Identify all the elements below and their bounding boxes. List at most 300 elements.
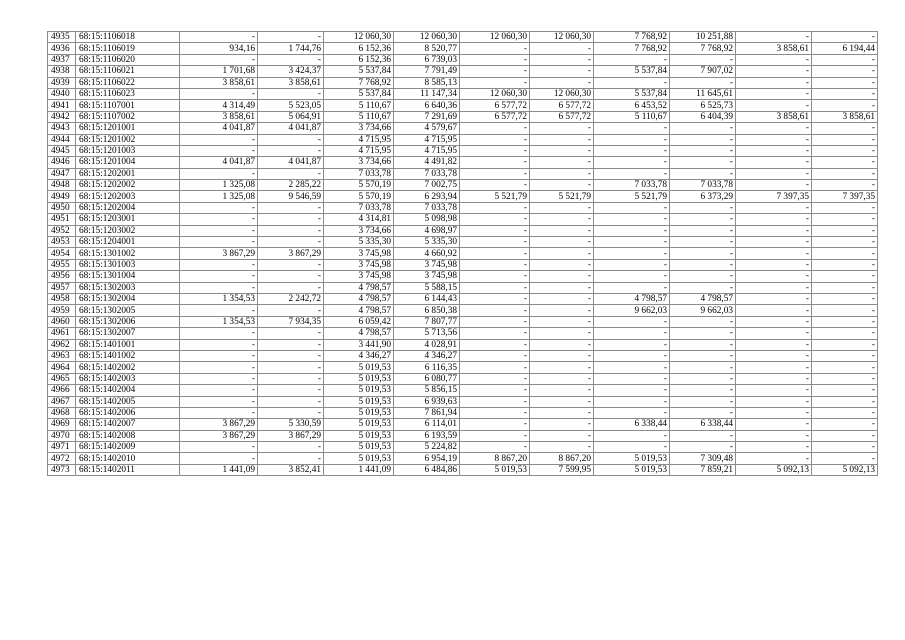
row-number-cell: 4956 (48, 271, 76, 282)
data-table (47, 31, 878, 476)
value-col-1-cell: 3 867,29 (180, 248, 258, 259)
value-col-8-cell: - (670, 271, 736, 282)
value-col-6-cell: - (530, 123, 594, 134)
value-col-10-cell: - (812, 225, 878, 236)
value-col-4-cell: 6 850,38 (394, 305, 460, 316)
value-col-7-cell: - (594, 362, 670, 373)
value-col-9-cell: - (736, 123, 812, 134)
value-col-2-cell: - (258, 407, 324, 418)
value-col-5-cell: - (460, 237, 530, 248)
value-col-8-cell: 6 404,39 (670, 111, 736, 122)
value-col-10-cell: - (812, 316, 878, 327)
value-col-8-cell: - (670, 202, 736, 213)
table-row (48, 225, 878, 236)
value-col-5-cell: - (460, 430, 530, 441)
value-col-4-cell: 6 193,59 (394, 430, 460, 441)
value-col-3-cell: 5 019,53 (324, 385, 394, 396)
value-col-10-cell: - (812, 202, 878, 213)
value-col-7-cell: - (594, 328, 670, 339)
value-col-2-cell: - (258, 271, 324, 282)
value-col-5-cell: 5 521,79 (460, 191, 530, 202)
value-col-6-cell: - (530, 271, 594, 282)
value-col-8-cell: - (670, 362, 736, 373)
value-col-5-cell: - (460, 123, 530, 134)
cadastral-code-cell: 68:15:1106019 (76, 43, 180, 54)
value-col-3-cell: 4 346,27 (324, 350, 394, 361)
table-row (48, 145, 878, 156)
table-row (48, 453, 878, 464)
value-col-5-cell: - (460, 168, 530, 179)
cadastral-code-cell: 68:15:1302006 (76, 316, 180, 327)
row-number-cell: 4970 (48, 430, 76, 441)
value-col-2-cell: - (258, 350, 324, 361)
value-col-5-cell: 12 060,30 (460, 32, 530, 43)
cadastral-code-cell: 68:15:1302004 (76, 293, 180, 304)
table-row (48, 396, 878, 407)
row-number-cell: 4941 (48, 100, 76, 111)
value-col-6-cell: - (530, 77, 594, 88)
table-row (48, 123, 878, 134)
value-col-2-cell: - (258, 282, 324, 293)
value-col-9-cell: - (736, 202, 812, 213)
value-col-1-cell: - (180, 373, 258, 384)
table-row (48, 373, 878, 384)
table-row (48, 259, 878, 270)
value-col-7-cell: - (594, 396, 670, 407)
value-col-9-cell: - (736, 305, 812, 316)
value-col-3-cell: 6 059,42 (324, 316, 394, 327)
value-col-1-cell: 1 354,53 (180, 316, 258, 327)
value-col-6-cell: - (530, 248, 594, 259)
value-col-9-cell: - (736, 168, 812, 179)
value-col-4-cell: 6 293,94 (394, 191, 460, 202)
cadastral-code-cell: 68:15:1402009 (76, 442, 180, 453)
value-col-4-cell: 6 484,86 (394, 464, 460, 475)
value-col-10-cell: - (812, 407, 878, 418)
value-col-1-cell: - (180, 442, 258, 453)
value-col-2-cell: 4 041,87 (258, 157, 324, 168)
value-col-3-cell: 3 734,66 (324, 157, 394, 168)
value-col-5-cell: - (460, 328, 530, 339)
value-col-8-cell: - (670, 339, 736, 350)
value-col-7-cell: 7 033,78 (594, 180, 670, 191)
value-col-7-cell: - (594, 259, 670, 270)
value-col-2-cell: 3 867,29 (258, 248, 324, 259)
cadastral-code-cell: 68:15:1106023 (76, 88, 180, 99)
value-col-3-cell: 4 798,57 (324, 282, 394, 293)
value-col-6-cell: 12 060,30 (530, 32, 594, 43)
value-col-1-cell: 4 314,49 (180, 100, 258, 111)
value-col-2-cell: 1 744,76 (258, 43, 324, 54)
value-col-2-cell: - (258, 134, 324, 145)
value-col-4-cell: 7 791,49 (394, 66, 460, 77)
table-row (48, 248, 878, 259)
cadastral-code-cell: 68:15:1201003 (76, 145, 180, 156)
table-row (48, 339, 878, 350)
table-row (48, 350, 878, 361)
row-number-cell: 4940 (48, 88, 76, 99)
value-col-4-cell: 7 807,77 (394, 316, 460, 327)
value-col-6-cell: - (530, 66, 594, 77)
table-row (48, 362, 878, 373)
table-row (48, 293, 878, 304)
value-col-7-cell: - (594, 385, 670, 396)
value-col-5-cell: - (460, 339, 530, 350)
value-col-3-cell: 3 441,90 (324, 339, 394, 350)
value-col-10-cell: - (812, 305, 878, 316)
value-col-6-cell: - (530, 157, 594, 168)
cadastral-code-cell: 68:15:1106021 (76, 66, 180, 77)
value-col-2-cell: - (258, 168, 324, 179)
value-col-2-cell: 3 424,37 (258, 66, 324, 77)
value-col-3-cell: 3 734,66 (324, 225, 394, 236)
value-col-10-cell: - (812, 328, 878, 339)
value-col-3-cell: 6 152,36 (324, 43, 394, 54)
value-col-8-cell: - (670, 385, 736, 396)
value-col-3-cell: 5 570,19 (324, 180, 394, 191)
value-col-9-cell: - (736, 237, 812, 248)
value-col-6-cell: - (530, 339, 594, 350)
value-col-1-cell: - (180, 407, 258, 418)
value-col-7-cell: - (594, 339, 670, 350)
table-row (48, 385, 878, 396)
value-col-8-cell: - (670, 248, 736, 259)
value-col-2-cell: - (258, 32, 324, 43)
value-col-3-cell: 4 715,95 (324, 145, 394, 156)
value-col-5-cell: 8 867,20 (460, 453, 530, 464)
value-col-5-cell: 6 577,72 (460, 111, 530, 122)
value-col-9-cell: - (736, 54, 812, 65)
value-col-3-cell: 5 019,53 (324, 362, 394, 373)
value-col-3-cell: 4 314,81 (324, 214, 394, 225)
value-col-7-cell: - (594, 350, 670, 361)
value-col-5-cell: - (460, 271, 530, 282)
row-number-cell: 4935 (48, 32, 76, 43)
table-row (48, 271, 878, 282)
value-col-10-cell: 6 194,44 (812, 43, 878, 54)
value-col-9-cell: - (736, 271, 812, 282)
table-row (48, 180, 878, 191)
value-col-10-cell: - (812, 54, 878, 65)
cadastral-code-cell: 68:15:1201002 (76, 134, 180, 145)
table-row (48, 419, 878, 430)
value-col-1-cell: - (180, 385, 258, 396)
table-row (48, 43, 878, 54)
value-col-7-cell: 5 110,67 (594, 111, 670, 122)
value-col-6-cell: - (530, 430, 594, 441)
value-col-9-cell: - (736, 293, 812, 304)
value-col-9-cell: - (736, 134, 812, 145)
table-row (48, 464, 878, 475)
value-col-8-cell: 7 859,21 (670, 464, 736, 475)
cadastral-code-cell: 68:15:1106022 (76, 77, 180, 88)
value-col-5-cell: - (460, 180, 530, 191)
value-col-8-cell: - (670, 259, 736, 270)
value-col-7-cell: - (594, 145, 670, 156)
value-col-1-cell: 1 701,68 (180, 66, 258, 77)
value-col-7-cell: - (594, 157, 670, 168)
row-number-cell: 4963 (48, 350, 76, 361)
value-col-6-cell: - (530, 259, 594, 270)
value-col-3-cell: 5 019,53 (324, 453, 394, 464)
value-col-2-cell: 3 858,61 (258, 77, 324, 88)
value-col-5-cell: - (460, 293, 530, 304)
value-col-3-cell: 1 441,09 (324, 464, 394, 475)
value-col-1-cell: - (180, 259, 258, 270)
value-col-2-cell: 5 523,05 (258, 100, 324, 111)
value-col-8-cell: 7 033,78 (670, 180, 736, 191)
cadastral-code-cell: 68:15:1201001 (76, 123, 180, 134)
value-col-5-cell: - (460, 442, 530, 453)
cadastral-code-cell: 68:15:1402004 (76, 385, 180, 396)
value-col-6-cell: - (530, 305, 594, 316)
value-col-8-cell: - (670, 430, 736, 441)
cadastral-code-cell: 68:15:1202002 (76, 180, 180, 191)
value-col-8-cell: - (670, 373, 736, 384)
table-row (48, 237, 878, 248)
value-col-7-cell: 9 662,03 (594, 305, 670, 316)
value-col-4-cell: 7 002,75 (394, 180, 460, 191)
value-col-3-cell: 5 335,30 (324, 237, 394, 248)
value-col-1-cell: - (180, 396, 258, 407)
value-col-4-cell: 12 060,30 (394, 32, 460, 43)
value-col-1-cell: - (180, 225, 258, 236)
value-col-8-cell: - (670, 282, 736, 293)
cadastral-code-cell: 68:15:1106018 (76, 32, 180, 43)
row-number-cell: 4964 (48, 362, 76, 373)
row-number-cell: 4971 (48, 442, 76, 453)
value-col-2-cell: - (258, 362, 324, 373)
value-col-3-cell: 5 110,67 (324, 111, 394, 122)
value-col-1-cell: - (180, 237, 258, 248)
value-col-10-cell: - (812, 282, 878, 293)
value-col-5-cell: 6 577,72 (460, 100, 530, 111)
row-number-cell: 4969 (48, 419, 76, 430)
value-col-5-cell: - (460, 305, 530, 316)
value-col-2-cell: 3 852,41 (258, 464, 324, 475)
cadastral-code-cell: 68:15:1202004 (76, 202, 180, 213)
value-col-8-cell: - (670, 214, 736, 225)
table-row (48, 111, 878, 122)
value-col-5-cell: - (460, 202, 530, 213)
row-number-cell: 4955 (48, 259, 76, 270)
row-number-cell: 4959 (48, 305, 76, 316)
value-col-2-cell: - (258, 237, 324, 248)
value-col-3-cell: 4 798,57 (324, 305, 394, 316)
value-col-9-cell: - (736, 362, 812, 373)
value-col-4-cell: 5 098,98 (394, 214, 460, 225)
value-col-5-cell: - (460, 77, 530, 88)
value-col-9-cell: - (736, 100, 812, 111)
value-col-6-cell: 7 599,95 (530, 464, 594, 475)
value-col-10-cell: - (812, 214, 878, 225)
value-col-2-cell: - (258, 305, 324, 316)
value-col-8-cell: 7 309,48 (670, 453, 736, 464)
value-col-1-cell: - (180, 305, 258, 316)
row-number-cell: 4960 (48, 316, 76, 327)
value-col-10-cell: - (812, 134, 878, 145)
value-col-1-cell: - (180, 88, 258, 99)
value-col-3-cell: 5 537,84 (324, 88, 394, 99)
row-number-cell: 4968 (48, 407, 76, 418)
value-col-8-cell: - (670, 328, 736, 339)
value-col-2-cell: - (258, 339, 324, 350)
value-col-6-cell: 5 521,79 (530, 191, 594, 202)
value-col-6-cell: - (530, 419, 594, 430)
value-col-5-cell: - (460, 396, 530, 407)
value-col-6-cell: - (530, 350, 594, 361)
value-col-3-cell: 5 570,19 (324, 191, 394, 202)
value-col-3-cell: 5 019,53 (324, 419, 394, 430)
value-col-5-cell: - (460, 66, 530, 77)
value-col-5-cell: - (460, 134, 530, 145)
value-col-3-cell: 7 768,92 (324, 77, 394, 88)
value-col-9-cell: - (736, 453, 812, 464)
cadastral-code-cell: 68:15:1402003 (76, 373, 180, 384)
value-col-1-cell: 3 858,61 (180, 111, 258, 122)
value-col-4-cell: 3 745,98 (394, 259, 460, 270)
value-col-2-cell: - (258, 259, 324, 270)
value-col-6-cell: 12 060,30 (530, 88, 594, 99)
value-col-10-cell: - (812, 350, 878, 361)
cadastral-code-cell: 68:15:1302003 (76, 282, 180, 293)
value-col-5-cell: - (460, 407, 530, 418)
row-number-cell: 4950 (48, 202, 76, 213)
value-col-6-cell: - (530, 202, 594, 213)
cadastral-code-cell: 68:15:1402005 (76, 396, 180, 407)
row-number-cell: 4967 (48, 396, 76, 407)
value-col-4-cell: 7 861,94 (394, 407, 460, 418)
value-col-3-cell: 5 110,67 (324, 100, 394, 111)
value-col-7-cell: 4 798,57 (594, 293, 670, 304)
value-col-6-cell: 6 577,72 (530, 100, 594, 111)
value-col-10-cell: - (812, 237, 878, 248)
table-row (48, 77, 878, 88)
value-col-1-cell: - (180, 145, 258, 156)
value-col-9-cell: - (736, 157, 812, 168)
value-col-9-cell: - (736, 32, 812, 43)
value-col-4-cell: 6 739,03 (394, 54, 460, 65)
value-col-9-cell: - (736, 328, 812, 339)
value-col-4-cell: 7 033,78 (394, 202, 460, 213)
value-col-9-cell: - (736, 66, 812, 77)
value-col-9-cell: - (736, 282, 812, 293)
value-col-10-cell: - (812, 145, 878, 156)
value-col-8-cell: - (670, 407, 736, 418)
cadastral-code-cell: 68:15:1401001 (76, 339, 180, 350)
cadastral-code-cell: 68:15:1202001 (76, 168, 180, 179)
value-col-7-cell: - (594, 214, 670, 225)
value-col-10-cell: - (812, 271, 878, 282)
value-col-10-cell: - (812, 123, 878, 134)
cadastral-code-cell: 68:15:1201004 (76, 157, 180, 168)
value-col-9-cell: - (736, 214, 812, 225)
value-col-6-cell: 8 867,20 (530, 453, 594, 464)
value-col-3-cell: 12 060,30 (324, 32, 394, 43)
value-col-8-cell: - (670, 225, 736, 236)
value-col-9-cell: - (736, 385, 812, 396)
value-col-4-cell: 11 147,34 (394, 88, 460, 99)
cadastral-code-cell: 68:15:1301002 (76, 248, 180, 259)
table-row (48, 134, 878, 145)
row-number-cell: 4954 (48, 248, 76, 259)
table-row (48, 168, 878, 179)
value-col-3-cell: 3 745,98 (324, 259, 394, 270)
value-col-2-cell: - (258, 373, 324, 384)
table-row (48, 202, 878, 213)
table-row (48, 282, 878, 293)
value-col-10-cell: - (812, 66, 878, 77)
value-col-2-cell: - (258, 54, 324, 65)
row-number-cell: 4962 (48, 339, 76, 350)
value-col-5-cell: - (460, 248, 530, 259)
value-col-7-cell: - (594, 407, 670, 418)
value-col-8-cell: - (670, 350, 736, 361)
value-col-9-cell: 5 092,13 (736, 464, 812, 475)
value-col-10-cell: - (812, 396, 878, 407)
value-col-9-cell: 3 858,61 (736, 43, 812, 54)
value-col-9-cell: - (736, 339, 812, 350)
value-col-8-cell: - (670, 54, 736, 65)
value-col-6-cell: - (530, 43, 594, 54)
value-col-10-cell: - (812, 419, 878, 430)
value-col-4-cell: 6 116,35 (394, 362, 460, 373)
cadastral-code-cell: 68:15:1302007 (76, 328, 180, 339)
value-col-6-cell: - (530, 407, 594, 418)
row-number-cell: 4945 (48, 145, 76, 156)
value-col-6-cell: - (530, 54, 594, 65)
table-row (48, 214, 878, 225)
value-col-5-cell: - (460, 282, 530, 293)
value-col-4-cell: 6 939,63 (394, 396, 460, 407)
value-col-9-cell: - (736, 248, 812, 259)
value-col-1-cell: - (180, 362, 258, 373)
value-col-1-cell: - (180, 339, 258, 350)
value-col-9-cell: - (736, 88, 812, 99)
value-col-4-cell: 8 585,13 (394, 77, 460, 88)
table-body (48, 32, 878, 476)
value-col-5-cell: - (460, 145, 530, 156)
value-col-1-cell: 934,16 (180, 43, 258, 54)
value-col-1-cell: - (180, 453, 258, 464)
value-col-4-cell: 6 640,36 (394, 100, 460, 111)
value-col-7-cell: 7 768,92 (594, 32, 670, 43)
cadastral-code-cell: 68:15:1203002 (76, 225, 180, 236)
value-col-7-cell: 5 521,79 (594, 191, 670, 202)
cadastral-code-cell: 68:15:1402008 (76, 430, 180, 441)
value-col-10-cell: - (812, 430, 878, 441)
table-row (48, 157, 878, 168)
row-number-cell: 4942 (48, 111, 76, 122)
value-col-4-cell: 4 660,92 (394, 248, 460, 259)
value-col-4-cell: 7 033,78 (394, 168, 460, 179)
row-number-cell: 4937 (48, 54, 76, 65)
value-col-10-cell: - (812, 100, 878, 111)
cadastral-code-cell: 68:15:1402011 (76, 464, 180, 475)
table-row (48, 88, 878, 99)
value-col-8-cell: 9 662,03 (670, 305, 736, 316)
row-number-cell: 4966 (48, 385, 76, 396)
value-col-10-cell: - (812, 248, 878, 259)
value-col-2-cell: - (258, 88, 324, 99)
value-col-7-cell: 6 338,44 (594, 419, 670, 430)
table-row (48, 305, 878, 316)
value-col-4-cell: 4 715,95 (394, 145, 460, 156)
value-col-7-cell: - (594, 168, 670, 179)
value-col-3-cell: 5 019,53 (324, 396, 394, 407)
cadastral-code-cell: 68:15:1301003 (76, 259, 180, 270)
value-col-5-cell: - (460, 350, 530, 361)
